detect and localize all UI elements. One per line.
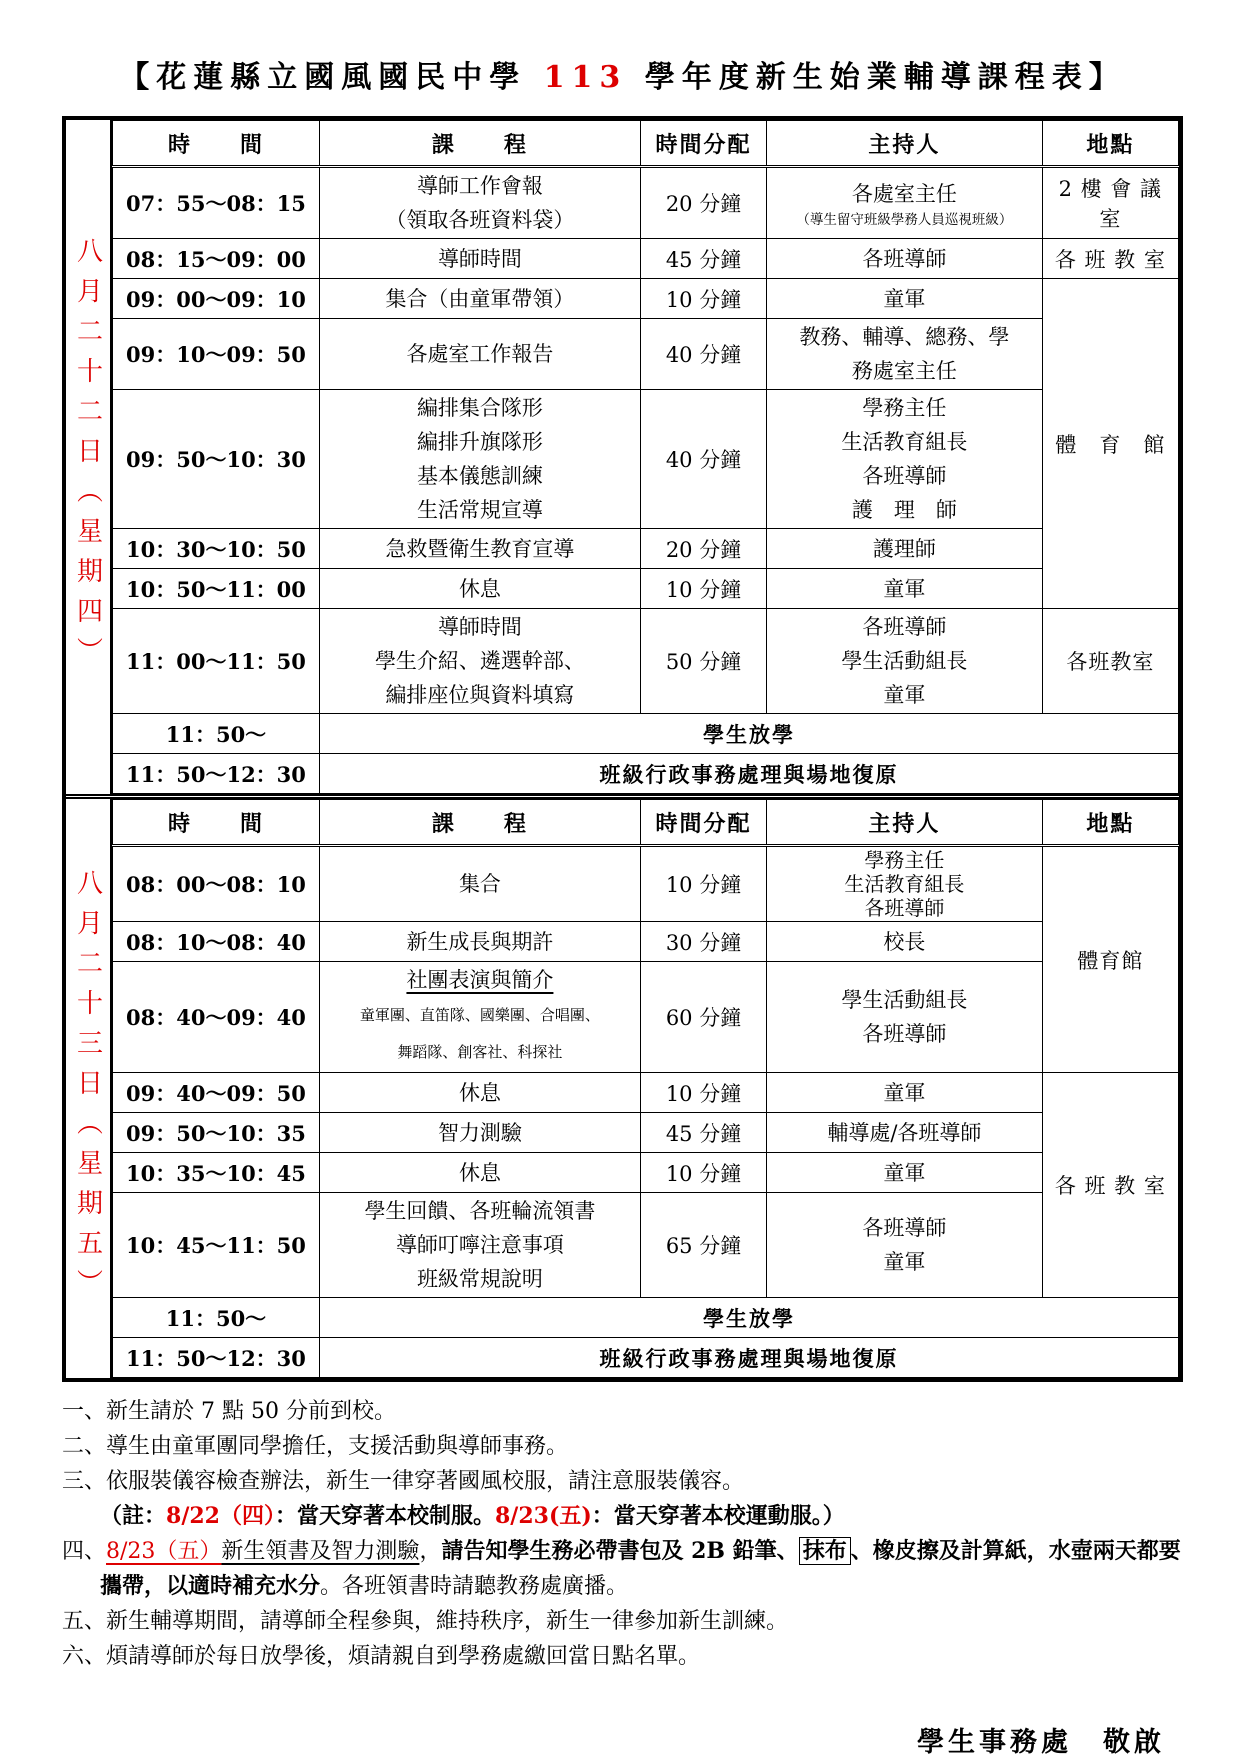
host-line: 教務、輔導、總務、學 [799,325,1010,349]
time-allocation-cell: 20 分鐘 [640,167,766,239]
course-cell [319,279,640,319]
course-cell [319,922,640,962]
note-item [62,1429,1183,1464]
note-item [62,1464,1183,1499]
note-segment: 。各班領書時請聽教務處廣播。 [320,1574,629,1599]
course-line: 導師叮嚀注意事項 [395,1233,564,1257]
time-cell: 11：50～ [113,714,320,754]
table-row [113,962,1179,1073]
time-allocation-cell: 30 分鐘 [640,922,766,962]
time-cell: 11：50～12：30 [113,754,320,794]
wide-activity-cell: 班級行政事務處理與場地復原 [319,1338,1178,1378]
host-line: 各班導師 [862,246,947,271]
title-prefix: 【花蓮縣立國風國民中學 [119,60,544,95]
host-line: 校長 [883,929,926,954]
table-row [113,569,1179,609]
note-segment: ：當天穿著本校運動服。） [591,1503,845,1529]
table-row [113,167,1179,239]
course-cell [319,1073,640,1113]
time-cell: 08：10～08：40 [113,922,320,962]
course-cell [319,962,640,1073]
note-segment: 四、 [62,1539,107,1564]
course-cell [319,529,640,569]
course-line: 學生回饋、各班輪流領書 [364,1199,596,1223]
table-row [113,390,1179,529]
course-line: （領取各班資料袋） [385,208,575,232]
host-cell [767,569,1043,609]
course-line: 導師時間 [437,246,522,271]
time-allocation-cell: 40 分鐘 [640,390,766,529]
location-cell: 各 班 教 室 [1042,239,1178,279]
time-cell: 11：50～ [113,1298,320,1338]
course-line: 集合（由童軍帶領） [385,286,575,311]
time-cell: 09：40～09：50 [113,1073,320,1113]
header-row [113,121,1179,167]
time-cell: 09：10～09：50 [113,319,320,390]
column-header: 主持人 [767,800,1043,846]
table-row [113,279,1179,319]
host-line: 童軍 [883,1160,926,1185]
host-cell [767,609,1043,714]
table-row [113,1113,1179,1153]
course-title-underlined: 社團表演與簡介 [406,968,554,992]
column-header: 時間分配 [640,121,766,167]
note-segment: （註： [100,1503,167,1529]
table-row [113,529,1179,569]
host-cell [767,1153,1043,1193]
host-cell [767,279,1043,319]
host-cell [767,1193,1043,1298]
column-header: 時 間 [113,800,320,846]
course-line: 智力測驗 [437,1120,522,1145]
course-line: 編排集合隊形 [416,396,543,420]
course-cell [319,846,640,922]
date-label: 八月二十二日（星期四） [72,237,103,677]
time-cell: 10：50～11：00 [113,569,320,609]
course-cell [319,167,640,239]
signoff: 學生事務處 敬啟 [917,1727,1165,1758]
note-item [62,1604,1183,1639]
location-cell: 體育館 [1042,846,1178,1073]
column-header: 時間分配 [640,800,766,846]
note-segment: 8/23（五） [106,1539,222,1564]
note-segment: 五、新生輔導期間，請導師全程參與，維持秩序，新生一律參加新生訓練。 [62,1609,789,1634]
host-line: 生活教育組長 [844,872,965,896]
course-line: 班級常規說明 [416,1267,543,1291]
course-line: 編排座位與資料填寫 [385,683,575,707]
boxed-text: 抹布 [799,1537,851,1565]
course-line: 導師時間 [437,615,522,639]
time-allocation-cell: 10 分鐘 [640,279,766,319]
course-line: 導師工作會報 [416,174,543,198]
host-line: 學生活動組長 [841,649,968,673]
time-cell: 10：30～10：50 [113,529,320,569]
host-line: 各班導師 [862,1022,947,1046]
table-row [113,714,1179,754]
location-cell: 2 樓 會 議 室 [1042,167,1178,239]
table-row [113,1298,1179,1338]
host-line: 童軍 [883,1250,926,1274]
host-line: 各班導師 [864,896,945,920]
table-head [113,121,1179,167]
time-allocation-cell: 60 分鐘 [640,962,766,1073]
course-line: 編排升旗隊形 [416,430,543,454]
wide-activity-cell: 學生放學 [319,1298,1178,1338]
day-section-1 [66,120,1179,794]
host-line: 各班導師 [862,464,947,488]
location-cell: 體 育 館 [1042,279,1178,609]
time-allocation-cell: 10 分鐘 [640,1073,766,1113]
host-line: 生活教育組長 [841,430,968,454]
host-line: 學務主任 [864,848,945,872]
column-header: 地點 [1042,121,1178,167]
course-line: 休息 [458,1160,501,1185]
host-cell [767,962,1043,1073]
column-header: 課 程 [319,121,640,167]
column-header: 課 程 [319,800,640,846]
time-allocation-cell: 45 分鐘 [640,1113,766,1153]
time-allocation-cell: 10 分鐘 [640,569,766,609]
title-suffix: 學年度新生始業輔導課程表】 [627,60,1126,95]
time-cell: 08：00～08：10 [113,846,320,922]
course-small-line: 舞蹈隊、創客社、科探社 [397,1043,563,1061]
column-header: 主持人 [767,121,1043,167]
time-cell: 10：45～11：50 [113,1193,320,1298]
note-segment: 請告知學生務必帶書包及 2B 鉛筆、 [441,1538,799,1564]
course-line: 新生成長與期許 [406,929,554,954]
host-line: 各處室主任 [851,182,957,206]
note-segment: 8/23(五) [495,1503,592,1529]
schedule-table [62,116,1183,1382]
time-cell: 10：35～10：45 [113,1153,320,1193]
host-line: 童軍 [883,576,926,601]
note-segment: 二、導生由童軍團同學擔任，支援活動與導師事務。 [62,1434,569,1459]
header-row [113,800,1179,846]
course-cell [319,1153,640,1193]
host-line: 童軍 [883,286,926,311]
date-column [66,120,112,794]
host-cell [767,390,1043,529]
host-line: 學生活動組長 [841,988,968,1012]
course-cell [319,319,640,390]
note-segment: ， [419,1539,442,1564]
course-line: 休息 [458,1080,501,1105]
course-line: 基本儀態訓練 [416,464,543,488]
course-cell [319,609,640,714]
note-segment: 三、依服裝儀容檢查辦法，新生一律穿著國風校服，請注意服裝儀容。 [62,1469,745,1494]
time-cell: 09：50～10：35 [113,1113,320,1153]
time-allocation-cell: 10 分鐘 [640,846,766,922]
page-title [62,52,1183,96]
host-line: 各班導師 [862,1216,947,1240]
time-cell: 08：40～09：40 [113,962,320,1073]
time-cell: 11：00～11：50 [113,609,320,714]
course-line: 生活常規宣導 [416,498,543,522]
table-head [113,800,1179,846]
course-line: 休息 [458,576,501,601]
course-line: 集合 [458,872,501,896]
time-cell: 09：00～09：10 [113,279,320,319]
wide-activity-cell: 學生放學 [319,714,1178,754]
date-column [66,799,112,1378]
time-allocation-cell: 20 分鐘 [640,529,766,569]
location-cell: 各班教室 [1042,609,1178,714]
host-cell [767,1073,1043,1113]
note-item [62,1639,1183,1674]
course-small-line: 童軍團、直笛隊、國樂團、合唱團、 [359,1006,600,1024]
course-cell [319,390,640,529]
table-body [113,846,1179,1378]
time-allocation-cell: 65 分鐘 [640,1193,766,1298]
table-row [113,922,1179,962]
notes-list [62,1394,1183,1674]
course-line: 急救暨衛生教育宣導 [385,536,575,561]
wide-activity-cell: 班級行政事務處理與場地復原 [319,754,1178,794]
day-section-2 [66,794,1179,1378]
note-segment: 8/22（四） [166,1503,275,1529]
host-line: 護 理 師 [851,498,957,522]
host-cell [767,529,1043,569]
course-cell [319,239,640,279]
time-cell: 09：50～10：30 [113,390,320,529]
column-header: 時 間 [113,121,320,167]
host-cell [767,239,1043,279]
host-cell [767,846,1043,922]
table-row [113,1073,1179,1113]
host-cell [767,922,1043,962]
host-line: 各班導師 [862,615,947,639]
note-segment: 一、新生請於 7 點 50 分前到校。 [62,1399,396,1424]
table-row [113,1338,1179,1378]
note-item [62,1499,1183,1534]
course-line: 各處室工作報告 [406,342,554,366]
note-segment: 新生領書及智力測驗 [221,1539,420,1564]
host-small-note: （導生留守班級學務人員巡視班級） [796,212,1013,228]
day-table-1 [112,120,1179,794]
table-row [113,319,1179,390]
note-segment: ：當天穿著本校制服。 [274,1503,495,1529]
time-cell: 08：15～09：00 [113,239,320,279]
table-row [113,754,1179,794]
table-row [113,239,1179,279]
time-allocation-cell: 50 分鐘 [640,609,766,714]
table-row [113,1193,1179,1298]
host-line: 輔導處/各班導師 [827,1120,982,1145]
host-line: 童軍 [883,1080,926,1105]
table-row [113,846,1179,922]
host-cell [767,167,1043,239]
host-cell [767,319,1043,390]
note-item [62,1534,1183,1604]
course-cell [319,569,640,609]
course-line: 學生介紹、遴選幹部、 [374,649,585,673]
host-cell [767,1113,1043,1153]
note-item [62,1394,1183,1429]
column-header: 地點 [1042,800,1178,846]
time-cell: 11：50～12：30 [113,1338,320,1378]
table-body [113,167,1179,794]
course-cell [319,1113,640,1153]
day-table-2 [112,799,1179,1378]
location-cell: 各 班 教 室 [1042,1073,1178,1298]
course-cell [319,1193,640,1298]
time-allocation-cell: 40 分鐘 [640,319,766,390]
time-allocation-cell: 45 分鐘 [640,239,766,279]
title-year: 113 [543,60,628,95]
host-line: 護理師 [872,536,936,561]
time-cell: 07：55～08：15 [113,167,320,239]
table-row [113,1153,1179,1193]
note-segment: 六、煩請導師於每日放學後，煩請親自到學務處繳回當日點名單。 [62,1644,701,1669]
host-line: 學務主任 [862,396,947,420]
host-line: 童軍 [883,683,926,707]
date-label: 八月二十三日（星期五） [72,868,103,1309]
time-allocation-cell: 10 分鐘 [640,1153,766,1193]
table-row [113,609,1179,714]
host-line: 務處室主任 [851,359,957,383]
note-segment: 、橡皮擦及計算紙，水壺兩天都要攜帶，以適時補充水分 [100,1538,1181,1599]
